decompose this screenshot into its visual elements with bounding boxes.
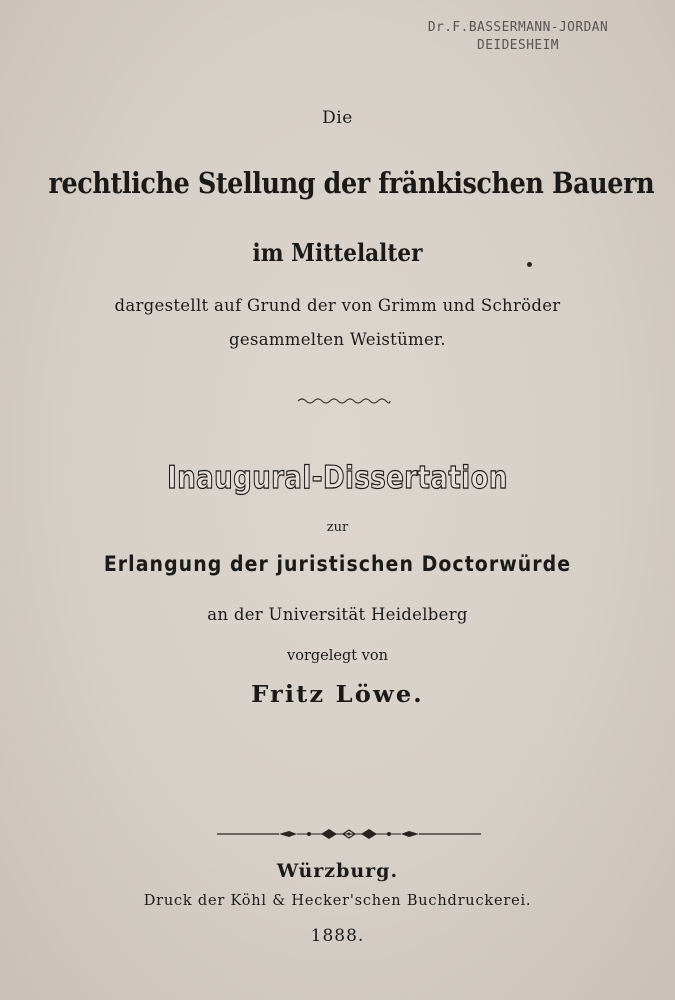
- title-article: Die: [322, 108, 353, 128]
- stamp-line-2: DEIDESHEIM: [477, 37, 559, 53]
- rule-ornament: [217, 826, 481, 842]
- presented-by: vorgelegt von: [287, 648, 388, 664]
- stamp-line-1: Dr.F.BASSERMANN-JORDAN: [427, 19, 609, 35]
- main-title: rechtliche Stellung der fränkischen Bauern: [48, 166, 655, 200]
- wave-ornament: [296, 396, 392, 406]
- ink-spot: [527, 262, 532, 267]
- city: Würzburg.: [276, 860, 399, 882]
- subtitle: im Mittelalter: [252, 238, 423, 267]
- library-stamp: [404, 18, 632, 54]
- description-line-1: dargestellt auf Grund der von Grimm und Schröder: [114, 296, 561, 315]
- degree-purpose: Erlangung der juristischen Doctorwürde: [103, 552, 572, 577]
- dissertation-heading: Inaugural-Dissertation: [167, 460, 508, 496]
- year: 1888.: [310, 926, 365, 946]
- author-name: Fritz Löwe.: [251, 681, 424, 708]
- zur-text: zur: [326, 520, 349, 535]
- university: an der Universität Heidelberg: [207, 605, 468, 624]
- description-line-2: gesammelten Weistümer.: [229, 330, 446, 349]
- printer: Druck der Köhl & Hecker'schen Buchdruckerei.: [143, 893, 532, 909]
